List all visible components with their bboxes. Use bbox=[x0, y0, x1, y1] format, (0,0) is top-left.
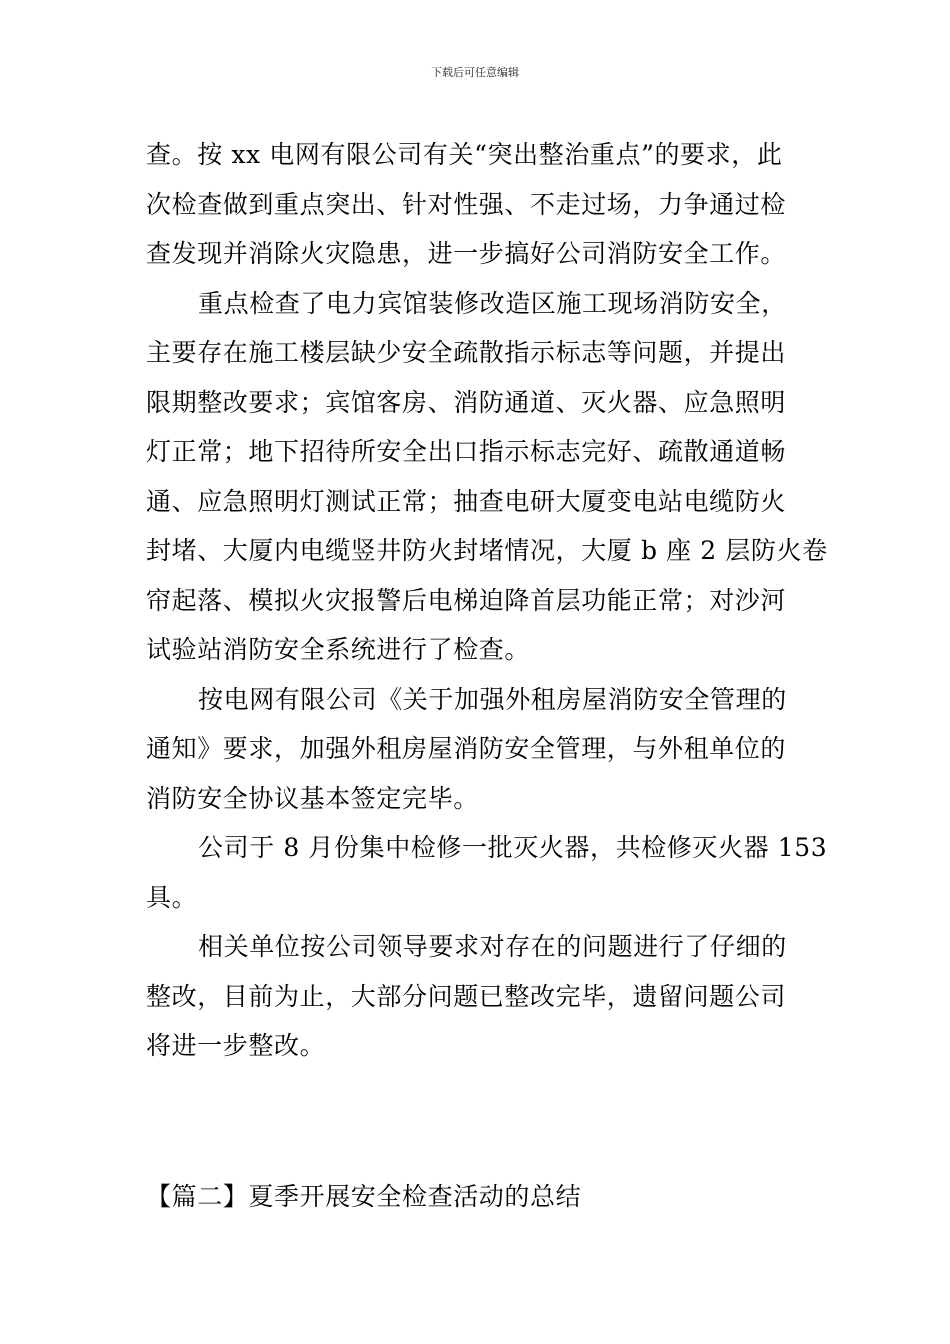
text-line: 主要存在施工楼层缺少安全疏散指示标志等问题，并提出 bbox=[146, 338, 787, 367]
text-line: 限期整改要求；宾馆客房、消防通道、灭火器、应急照明 bbox=[146, 387, 787, 417]
text-line: 将进一步整改。 bbox=[146, 1031, 326, 1060]
text-line: 整改，目前为止，大部分问题已整改完毕，遗留问题公司 bbox=[146, 981, 787, 1011]
text-line: 帘起落、模拟火灾报警后电梯迫降首层功能正常；对沙河 bbox=[146, 585, 787, 615]
paragraph-first-line: 相关单位按公司领导要求对存在的问题进行了仔细的 bbox=[198, 932, 787, 961]
document-body bbox=[146, 130, 828, 1071]
paragraph-first-line: 按电网有限公司《关于加强外租房屋消防安全管理的 bbox=[198, 684, 787, 714]
text-line: 通知》要求，加强外租房屋消防安全管理，与外租单位的 bbox=[146, 734, 787, 763]
paragraph-first-line: 重点检查了电力宾馆装修改造区施工现场消防安全， bbox=[198, 288, 787, 318]
text-line: 通、应急照明灯测试正常；抽查电研大厦变电站电缆防火 bbox=[146, 486, 787, 516]
page-header: 下载后可任意编辑 bbox=[431, 66, 519, 79]
paragraph-first-line: 公司于 8 月份集中检修一批灭火器，共检修灭火器 153 bbox=[198, 833, 828, 862]
text-line: 查。按 xx 电网有限公司有关“突出整治重点”的要求，此 bbox=[146, 140, 783, 169]
text-line: 试验站消防安全系统进行了检查。 bbox=[146, 635, 531, 664]
text-line: 具。 bbox=[146, 882, 198, 912]
section-title: 【篇二】夏季开展安全检查活动的总结 bbox=[146, 1182, 582, 1211]
text-line: 封堵、大厦内电缆竖井防火封堵情况，大厦 b 座 2 层防火卷 bbox=[146, 536, 828, 565]
text-line: 查发现并消除火灾隐患，进一步搞好公司消防安全工作。 bbox=[146, 239, 787, 268]
text-line: 灯正常；地下招待所安全出口指示标志完好、疏散通道畅 bbox=[146, 437, 787, 466]
text-line: 次检查做到重点突出、针对性强、不走过场，力争通过检 bbox=[146, 189, 787, 219]
text-line: 消防安全协议基本签定完毕。 bbox=[146, 783, 479, 813]
